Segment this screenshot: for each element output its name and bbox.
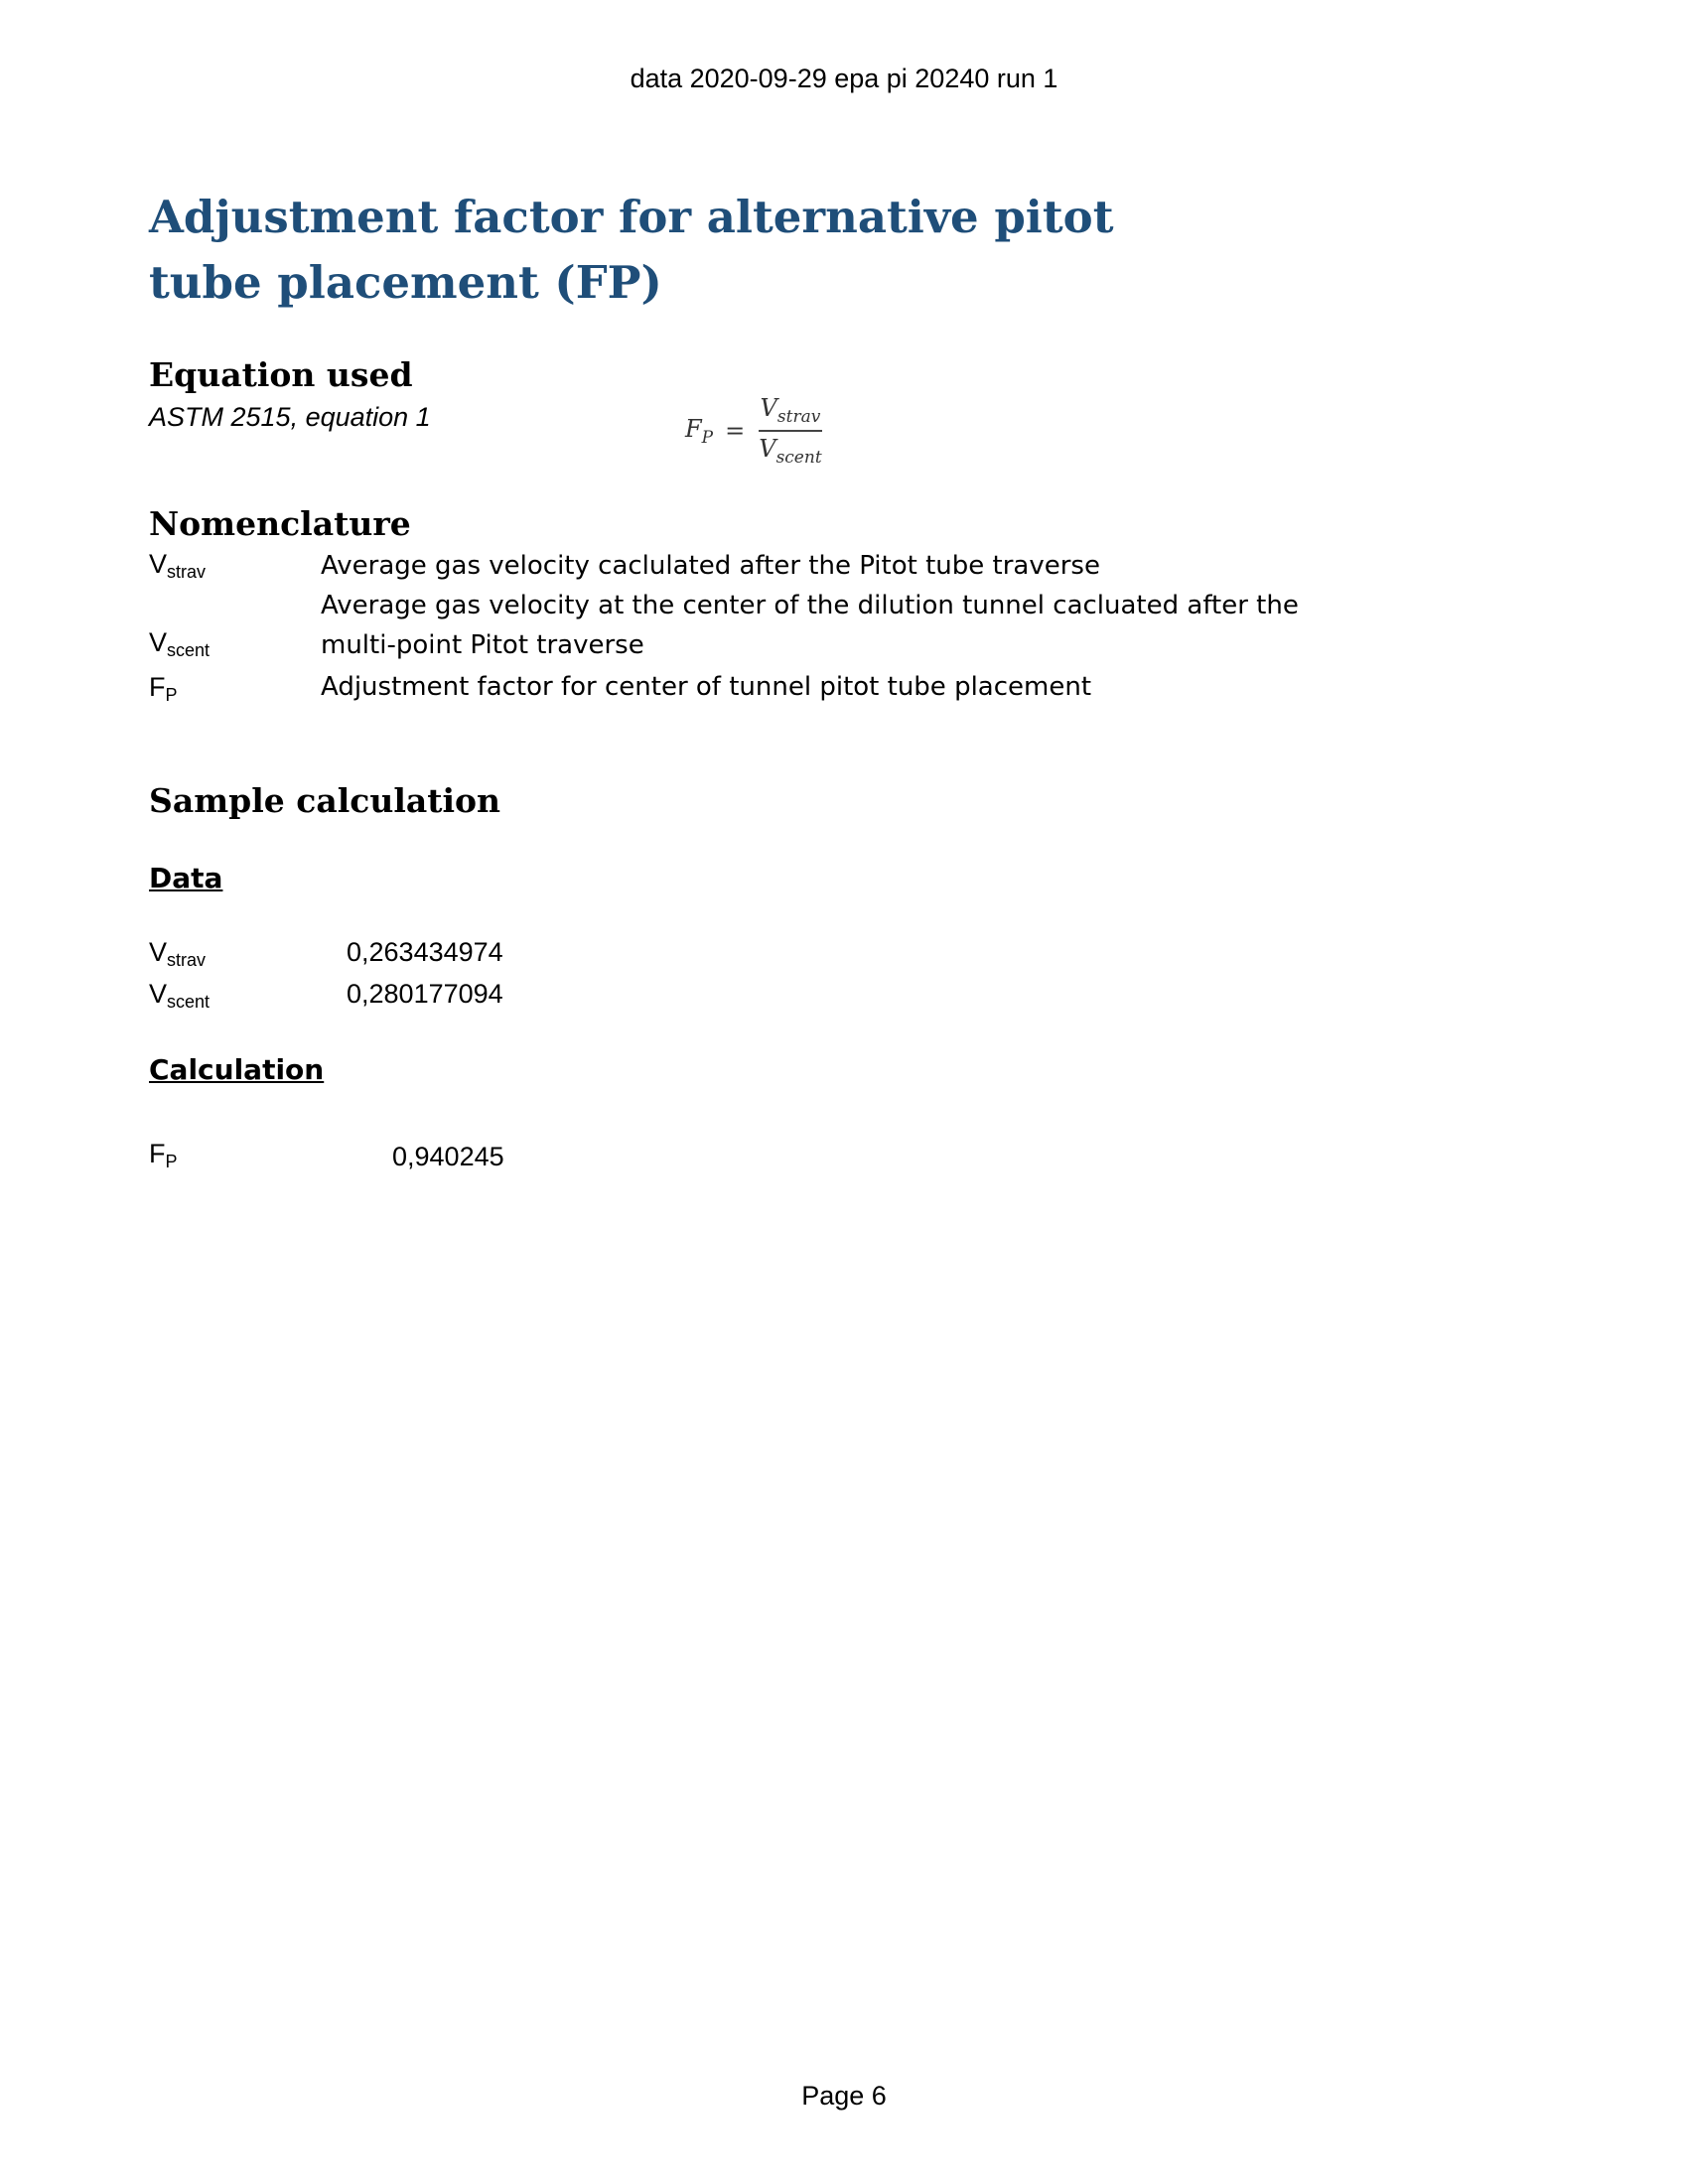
equation-lhs: $F_P$ [685, 414, 714, 448]
sample-calculation-heading: Sample calculation [149, 781, 501, 820]
equation-equals: = [725, 417, 746, 445]
equation-numerator: $V_{strav}$ [760, 394, 821, 427]
nomenclature-symbol-fp: $F_P$ [149, 672, 178, 705]
nomenclature-desc-vstrav: Average gas velocity caclulated after the Pitot tube traverse [321, 551, 1100, 581]
page-header: data 2020-09-29 epa pi 20240 run 1 [630, 64, 1058, 93]
data-value-vstrav: 0,263434974 [347, 937, 503, 967]
result-symbol-fp: $F_P$ [149, 1139, 178, 1171]
nomenclature-desc-fp: Adjustment factor for center of tunnel pitot tube placement [321, 672, 1092, 702]
nomenclature-heading: Nomenclature [149, 504, 411, 543]
nomenclature-desc-vscent: Average gas velocity at the center of the dilution tunnel cacluated after the multi-point Pitot traverse [321, 591, 1299, 660]
equation-source: ASTM 2515, equation 1 [149, 402, 431, 432]
page-title: Adjustment factor for alternative pitot tube placement (FP) [149, 191, 1114, 309]
equation-fraction [759, 394, 821, 468]
data-symbol-vscent: $V_{scent}$ [149, 979, 211, 1012]
data-symbol-vstrav: $V_{strav}$ [149, 937, 207, 970]
data-value-vscent: 0,280177094 [347, 979, 503, 1009]
result-value-fp: 0,940245 [392, 1142, 504, 1171]
fraction-bar [759, 430, 821, 432]
equation-denominator: $V_{scent}$ [759, 435, 822, 468]
nomenclature-symbol-vstrav: $V_{strav}$ [149, 549, 207, 582]
nomenclature-symbol-vscent: $V_{scent}$ [149, 627, 211, 660]
calculation-heading: Calculation [149, 1053, 325, 1086]
equation-formula [685, 394, 822, 468]
equation-used-heading: Equation used [149, 355, 413, 394]
page-footer: Page 6 [801, 2081, 887, 2111]
data-heading: Data [149, 862, 223, 894]
